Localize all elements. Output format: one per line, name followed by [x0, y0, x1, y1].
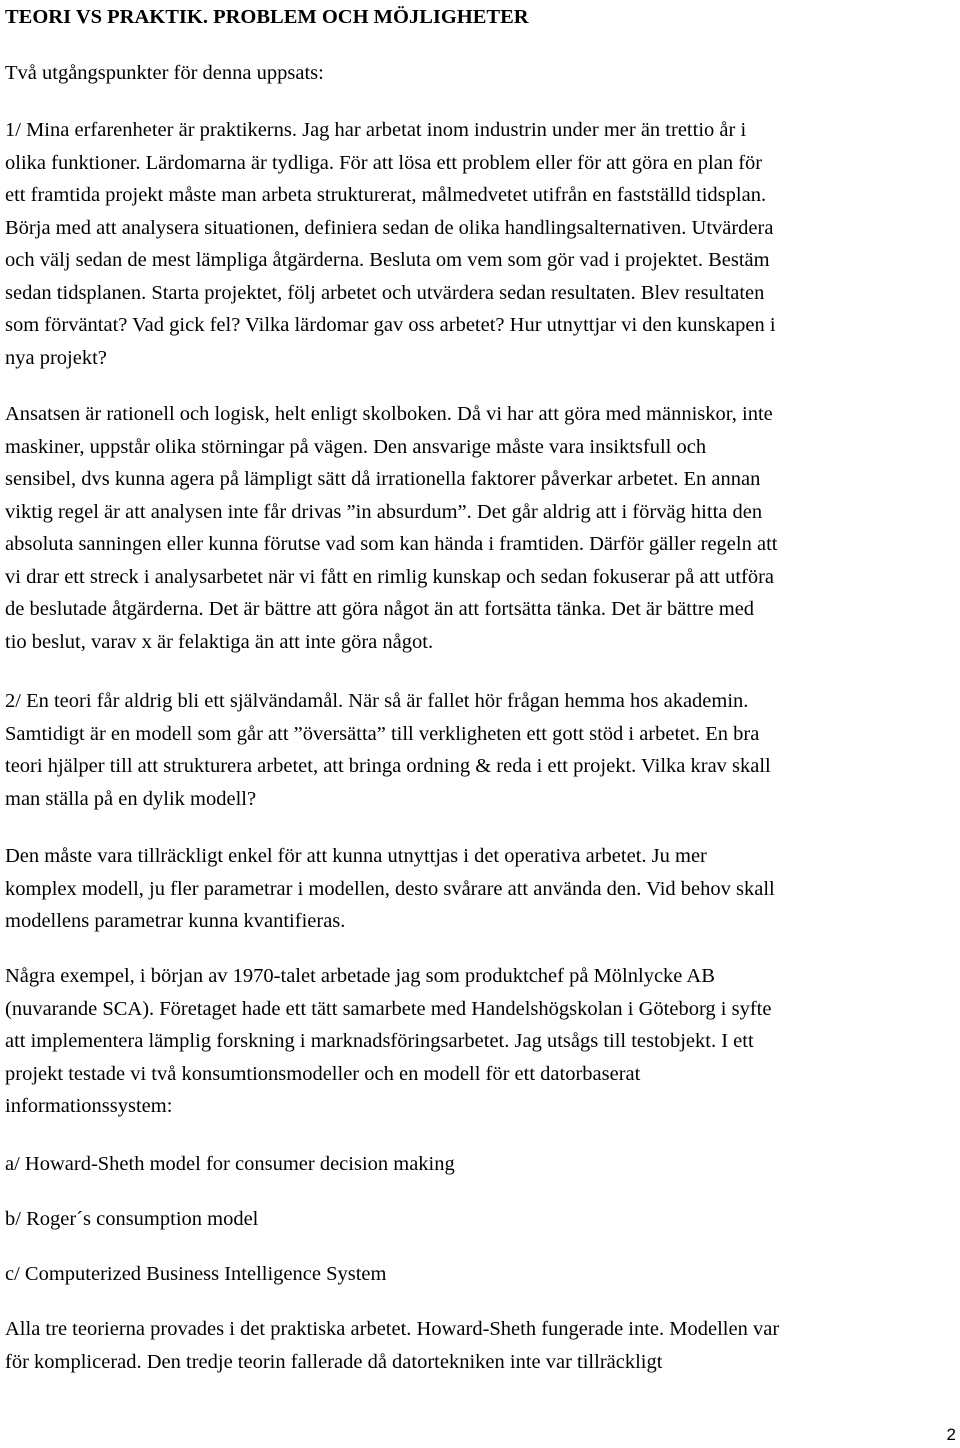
text-line: (nuvarande SCA). Företaget hade ett tätt samarbete med Handelshögskolan i Göteborg i syfte [5, 997, 772, 1020]
paragraph-examples [5, 960, 955, 1123]
text-line: b/ Roger´s consumption model [5, 1208, 259, 1230]
text-line: 1/ Mina erfarenheter är praktikerns. Jag har arbetat inom industrin under mer än trettio år i [5, 119, 747, 141]
paragraph-requirements [5, 840, 955, 938]
text-line: projekt testade vi två konsumtionsmodeller och en modell för ett datorbaserat [5, 1062, 641, 1085]
paragraph-conclusion [5, 1313, 955, 1378]
text-line: Börja med att analysera situationen, definiera sedan de olika handlingsalternativen. Utvärdera [5, 216, 774, 239]
text-line: att implementera lämplig forskning i marknadsföringsarbetet. Jag utsågs till testobjekt. I ett [5, 1030, 754, 1052]
text-line: olika funktioner. Lärdomarna är tydliga. För att lösa ett problem eller för att göra en plan för [5, 151, 763, 174]
text-line: nya projekt? [5, 346, 107, 369]
text-line: viktig regel är att analysen inte får drivas ”in absurdum”. Det går aldrig att i förväg hitta den [5, 500, 763, 523]
paragraph-point-2 [5, 685, 955, 815]
text-line: modellens parametrar kunna kvantifieras. [5, 910, 346, 932]
page-number: 2 [946, 1425, 956, 1444]
text-line: som förväntat? Vad gick fel? Vilka lärdomar gav oss arbetet? Hur utnyttjar vi den kunskapen i [5, 314, 776, 336]
list-item-a [5, 1148, 955, 1181]
text-line: teori hjälper till att strukturera arbetet, att bringa ordning & reda i ett projekt. Vilka krav skall [5, 755, 771, 777]
text-line: informationssystem: [5, 1095, 173, 1117]
text-line: absoluta sanningen eller kunna förutse vad som kan hända i framtiden. Därför gäller regeln att [5, 533, 778, 555]
text-line: Två utgångspunkter för denna uppsats: [5, 62, 324, 84]
text-line: maskiner, uppstår olika störningar på vägen. Den ansvarige måste vara insiktsfull och [5, 435, 707, 458]
text-line: a/ Howard-Sheth model for consumer decision making [5, 1153, 455, 1175]
text-line: Några exempel, i början av 1970-talet arbetade jag som produktchef på Mölnlycke AB [5, 965, 715, 987]
text-line: c/ Computerized Business Intelligence System [5, 1263, 387, 1285]
text-line: Ansatsen är rationell och logisk, helt enligt skolboken. Då vi har att göra med människor, inte [5, 403, 773, 425]
list-item-b [5, 1203, 955, 1236]
list-item-c [5, 1258, 955, 1291]
paragraph-intro [5, 57, 955, 90]
text-line: tio beslut, varav x är felaktiga än att inte göra något. [5, 630, 434, 653]
text-line: och välj sedan de mest lämpliga åtgärderna. Besluta om vem som gör vad i projektet. Bestäm [5, 249, 770, 271]
document-title: TEORI VS PRAKTIK. PROBLEM OCH MÖJLIGHETER [5, 6, 529, 28]
text-line: sensibel, dvs kunna agera på lämpligt sätt då irrationella faktorer påverkar arbetet. En annan [5, 468, 761, 490]
text-line: 2/ En teori får aldrig bli ett självändamål. När så är fallet hör frågan hemma hos akademin. [5, 690, 749, 712]
text-line: Den måste vara tillräckligt enkel för att kunna utnyttjas i det operativa arbetet. Ju mer [5, 845, 707, 867]
text-line: vi drar ett streck i analysarbetet när vi fått en rimlig kunskap och sedan fokuserar på att utföra [5, 565, 775, 588]
paragraph-approach [5, 398, 955, 658]
text-line: för komplicerad. Den tredje teorin fallerade då datortekniken inte var tillräckligt [5, 1350, 663, 1373]
text-line: komplex modell, ju fler parametrar i modellen, desto svårare att använda den. Vid behov skall [5, 877, 775, 900]
text-line: sedan tidsplanen. Starta projektet, följ arbetet och utvärdera sedan resultaten. Blev resultaten [5, 281, 765, 304]
text-line: Alla tre teorierna provades i det praktiska arbetet. Howard-Sheth fungerade inte. Modellen var [5, 1318, 780, 1340]
text-line: ett framtida projekt måste man arbeta strukturerat, målmedvetet utifrån en fastställd tidsplan. [5, 184, 767, 206]
text-line: Samtidigt är en modell som går att ”översätta” till verkligheten ett gott stöd i arbetet. En bra [5, 722, 760, 745]
text-line: man ställa på en dylik modell? [5, 787, 257, 810]
text-line: de beslutade åtgärderna. Det är bättre att göra något än att fortsätta tänka. Det är bättre med [5, 598, 755, 620]
paragraph-point-1 [5, 114, 955, 374]
